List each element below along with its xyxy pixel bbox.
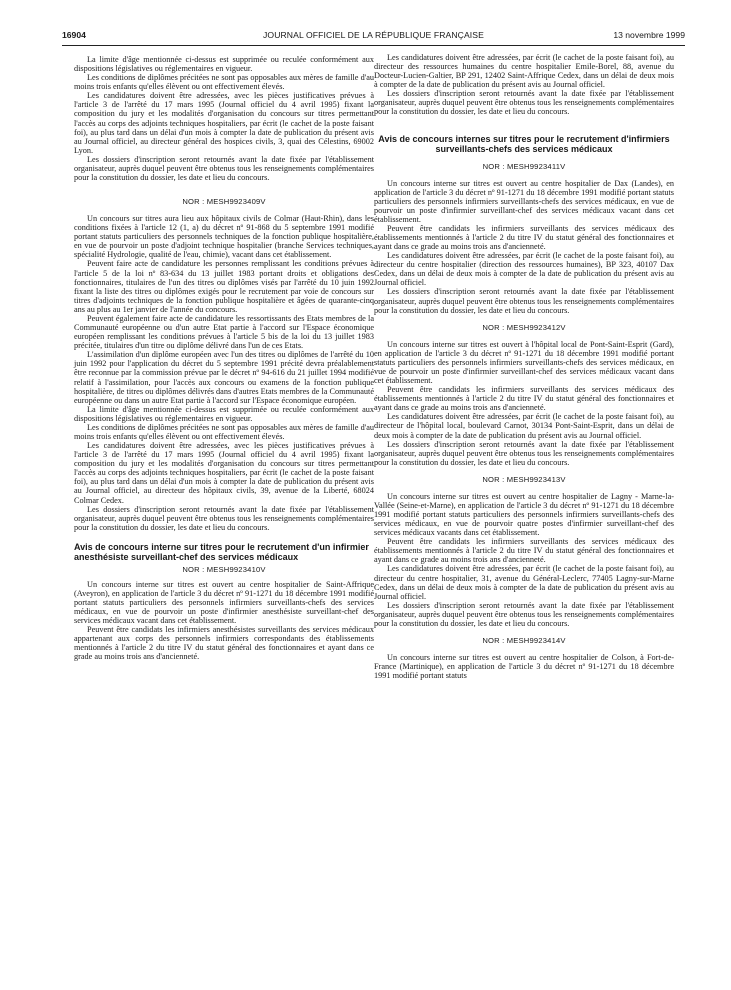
paragraph: La limite d'âge mentionnée ci-dessus est supprimée ou reculée conformément aux dispositions législatives ou réglementaires en vigueur. [74, 404, 374, 423]
paragraph: Les dossiers d'inscription seront retournés avant la date fixée par l'établissement organisateur, auprès duquel peuvent être obtenus tous les renseignements complémentaires pour la constitution du dossier, les date et lieu du concours. [374, 287, 674, 315]
paragraph: L'assimilation d'un diplôme européen avec l'un des titres ou diplômes de l'arrêté du 10 juin 1992 pour l'application du décret du 5 septembre 1991 précité devra préalablement être reconnue par la commission prévue par le décret nº 94-616 du 21 juillet 1994 modifié relatif à l'assimilation, pour l'accès aux concours ou examens de la fonction publique hospitalière, de titres ou diplômes délivrés dans d'autres Etats membres de la Communauté européenne ou dans un autre Etat partie à l'accord sur l'Espace économique européen. [74, 350, 374, 405]
paragraph: Un concours interne sur titres est ouvert au centre hospitalier de Colson, à Fort-de-France (Martinique), en application de l'article 3 du décret nº 91-1271 du 18 décembre 1991 modifié portant statuts [374, 652, 674, 681]
paragraph: Un concours sur titres aura lieu aux hôpitaux civils de Colmar (Haut-Rhin), dans les conditions fixées à l'article 12 (1, a) du décret nº 91-868 du 5 septembre 1991 modifié portant statuts particuliers des personnels techniques de la fonction publique hospitalière, en vue de pourvoir un poste d'adjoint technique hospitalier (branche Services techniques, spécialité Hydrologie, qualité de l'eau, chimie), vacant dans cet établissement. [74, 214, 374, 260]
paragraph: Peuvent également faire acte de candidature les ressortissants des Etats membres de la Communauté européenne ou d'un autre Etat partie à l'accord sur l'Espace économique européen remplissant les conditions prévues à l'article 5 bis de la loi du 13 juillet 1983 précitée, titulaires d'un titre ou diplôme délivré dans l'un de ces Etats. [74, 313, 374, 351]
paragraph: Peuvent faire acte de candidature les personnes remplissant les conditions prévues à l'article 5 de la loi nº 83-634 du 13 juillet 1983 portant droits et obligations des fonctionnaires, titulaires de l'un des titres ou diplômes visés par l'arrêté du 10 juin 1992 fixant la liste des titres ou diplômes exigés pour le recrutement par voie de concours sur titres d'adjoints techniques de la fonction publique hospitalière et âgées de quarante-cinq ans au plus au 1er janvier de l'année du concours. [74, 259, 374, 314]
right-column [374, 53, 674, 680]
nor-reference: NOR : MESH9923409V [182, 197, 266, 207]
paragraph: Les candidatures doivent être adressées, par écrit (le cachet de la poste faisant foi), au directeur de l'hôpital local, boulevard Carnot, 30134 Pont-Saint-Esprit, dans un délai de deux mois à compter de la date de publication du présent avis au Journal officiel. [374, 412, 674, 440]
nor-reference: NOR : MESH9923411V [482, 161, 566, 171]
nor-reference: NOR : MESH9923410V [182, 564, 266, 574]
section-heading: Avis de concours internes sur titres pour le recrutement d'infirmiers surveillants-chefs des services médicaux [378, 133, 670, 154]
paragraph: Peuvent être candidats les infirmiers surveillants des services médicaux des établissements mentionnés à l'article 2 du titre IV du statut général des fonctionnaires et ayant dans ce grade au moins trois ans d'ancienneté. [374, 385, 674, 413]
nor-reference: NOR : MESH9923412V [482, 322, 566, 332]
paragraph: Un concours interne sur titres est ouvert au centre hospitalier de Lagny - Marne-la-Vallée (Seine-et-Marne), en application de l'article 3 du décret nº 91-1271 du 18 décembre 1991 modifié portant statuts particuliers des personnels infirmiers surveillants-chefs des services médicaux, en vue de pourvoir quatre postes d'infirmier surveillant-chef des services médicaux vacants dans cet établissement. [374, 491, 674, 538]
nor-reference: NOR : MESH9923414V [482, 635, 566, 645]
paragraph: Les candidatures doivent être adressées, avec les pièces justificatives prévues à l'article 3 de l'arrêté du 17 mars 1995 (Journal officiel du 4 avril 1995) fixant la composition du jury et les modalités d'organisation du concours sur titres permettant l'accès au corps des adjoints techniques hospitaliers, par écrit (le cachet de la poste faisant foi), au plus tard dans un délai d'un mois à compter la date de publication du présent avis au Journal officiel, au directeur des hôpitaux civils, 39, avenue de la Liberté, 68024 Colmar Cedex. [74, 441, 374, 505]
publication-date: 13 novembre 1999 [613, 30, 685, 40]
page-header [62, 30, 685, 44]
paragraph: Un concours interne sur titres est ouvert à l'hôpital local de Pont-Saint-Esprit (Gard), en application de l'article 3 du décret nº 91-1271 du 18 décembre 1991 modifié portant statuts particuliers des personnels infirmiers surveillants-chefs des services médicaux, en vue de pourvoir un poste d'infirmier surveillant-chef des services médicaux vacant dans cet établissement. [374, 339, 674, 386]
section-heading: Avis de concours interne sur titres pour le recrutement d'un infirmier anesthésiste surveillant-chef des services médicaux [74, 541, 369, 562]
paragraph: Les dossiers d'inscription seront retournés avant la date fixée par l'établissement organisateur, auprès duquel peuvent être obtenus tous les renseignements complémentaires pour la constitution du dossier, les date et lieu du concours. [374, 600, 674, 628]
paragraph: Les candidatures doivent être adressées, par écrit (le cachet de la poste faisant foi), au directeur du centre hospitalier, 31, avenue du Général-Leclerc, 77405 Lagny-sur-Marne Cedex, dans un délai de deux mois à compter de la date de publication du présent avis au Journal officiel. [374, 564, 674, 601]
paragraph: Peuvent être candidats les infirmiers anesthésistes surveillants des services médicaux appartenant aux corps des personnels infirmiers correspondants des établissements mentionnés à l'article 2 du titre IV du statut général des fonctionnaires et ayant dans ce grade au moins trois ans d'ancienneté. [74, 625, 374, 662]
paragraph: Les dossiers d'inscription seront retournés avant la date fixée par l'établissement organisateur, auprès duquel peuvent être obtenus tous les renseignements complémentaires pour la constitution du dossier, les date et lieu du concours. [74, 504, 374, 532]
paragraph: Peuvent être candidats les infirmiers surveillants des services médicaux des établissements mentionnés à l'article 2 du titre IV du statut général des fonctionnaires et ayant dans ce grade au moins trois ans d'ancienneté. [374, 223, 674, 252]
page-number: 16904 [62, 30, 86, 40]
paragraph: Les conditions de diplômes précitées ne sont pas opposables aux mères de famille d'au moins trois enfants qu'elles élèvent ou ont effectivement élevés. [74, 73, 374, 92]
paragraph: Les dossiers d'inscription seront retournés avant la date fixée par l'établissement organisateur, auprès duquel peuvent être obtenus tous les renseignements complémentaires pour la constitution du dossier, les date et lieu du concours. [374, 439, 674, 467]
paragraph: Les conditions de diplômes précitées ne sont pas opposables aux mères de famille d'au moins trois enfants qu'elles élèvent ou ont effectivement élevés. [74, 422, 374, 441]
paragraph: Les candidatures doivent être adressées, avec les pièces justificatives prévues à l'article 3 de l'arrêté du 17 mars 1995 (Journal officiel du 4 avril 1995) fixant la composition du jury et les modalités d'organisation du concours sur titres permettant l'accès au corps des adjoints techniques hospitaliers, par écrit (le cachet de la poste faisant foi), au plus tard dans un délai d'un mois à compter la date de publication du présent avis au Journal officiel, au directeur général des hospices civils, 3, quai des Célestins, 69002 Lyon. [74, 91, 374, 155]
paragraph: Les candidatures doivent être adressées, par écrit (le cachet de la poste faisant foi), au directeur du centre hospitalier (direction des ressources humaines), BP 323, 40107 Dax Cedex, dans un délai de deux mois à compter de la date de publication du présent avis au Journal officiel. [374, 251, 674, 288]
left-column [74, 55, 374, 662]
paragraph: Un concours interne sur titres est ouvert au centre hospitalier de Dax (Landes), en application de l'article 3 du décret nº 91-1271 du 18 décembre 1991 modifié portant statuts particuliers des personnels infirmiers surveillants-chefs des services médicaux, en vue de pourvoir un poste d'infirmier surveillant-chef des services médicaux vacant dans cet établissement. [374, 178, 674, 224]
header-rule [62, 45, 685, 46]
paragraph: Les candidatures doivent être adressées, par écrit (le cachet de la poste faisant foi), au directeur des ressources humaines du centre hospitalier Emile-Borel, 88, avenue du Docteur-Lucien-Galtier, BP 291, 12402 Saint-Affrique Cedex, dans un délai de deux mois à compter de la date de publication du présent avis au Journal officiel. [374, 53, 674, 90]
paragraph: Un concours interne sur titres est ouvert au centre hospitalier de Saint-Affrique (Aveyron), en application de l'article 3 du décret nº 91-1271 du 18 décembre 1991 modifié portant statuts particuliers des personnels infirmiers surveillants-chefs des services médicaux, en vue de pourvoir un poste d'infirmier anesthésiste surveillant-chef des services médicaux vacant dans cet établissement. [74, 579, 374, 626]
paragraph: La limite d'âge mentionnée ci-dessus est supprimée ou reculée conformément aux dispositions législatives ou réglementaires en vigueur. [74, 55, 374, 74]
journal-title: JOURNAL OFFICIEL DE LA RÉPUBLIQUE FRANÇAISE [263, 30, 484, 40]
paragraph: Peuvent être candidats les infirmiers surveillants des services médicaux des établissements mentionnés à l'article 2 du titre IV du statut général des fonctionnaires et ayant dans ce grade au moins trois ans d'ancienneté. [374, 537, 674, 565]
nor-reference: NOR : MESH9923413V [482, 474, 566, 484]
paragraph: Les dossiers d'inscription seront retournés avant la date fixée par l'établissement organisateur, auprès duquel peuvent être obtenus tous les renseignements complémentaires pour la constitution du dossier, les date et lieu du concours. [74, 154, 374, 183]
paragraph: Les dossiers d'inscription seront retournés avant la date fixée par l'établissement organisateur, auprès duquel peuvent être obtenus tous les renseignements complémentaires pour la constitution du dossier, les date et lieu du concours. [374, 89, 674, 117]
